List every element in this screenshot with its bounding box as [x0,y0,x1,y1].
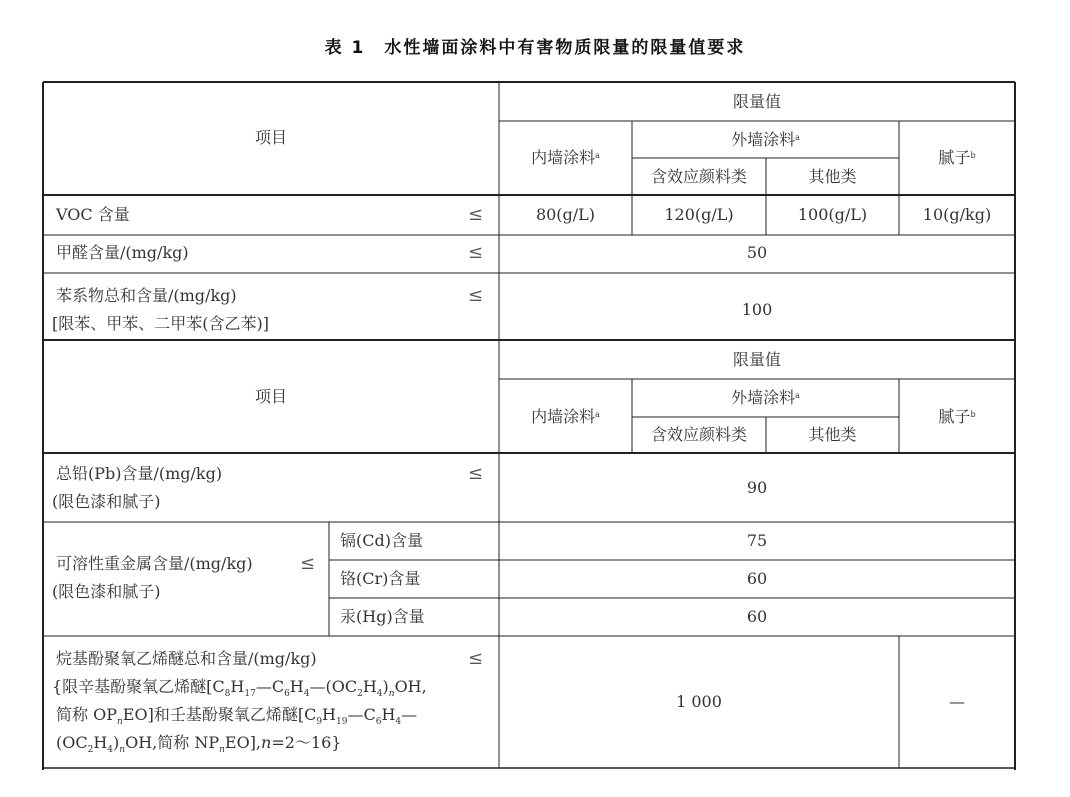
formaldehyde-value: 50 [746,243,768,262]
header-limit-label: 限量值 [732,350,781,369]
ape-putty-value: — [949,692,965,711]
footnote-a-marker: a [595,151,600,160]
footnote-a-marker: a [595,410,600,419]
lead-value: 90 [746,478,768,497]
header-putty: 腻子$^b$ [938,407,976,426]
cadmium-label: 镉(Cd)含量 [340,531,423,550]
le-symbol: ≤ [468,285,484,306]
le-symbol: ≤ [468,463,484,484]
ape-value: 1 000 [676,692,722,711]
heavy-metals-label-line1: 可溶性重金属含量/(mg/kg) [56,554,253,573]
mercury-value: 60 [746,607,768,626]
voc-putty-value: 10(g/kg) [922,205,992,224]
header-others: 其他类 [808,425,857,444]
voc-interior-value: 80(g/L) [535,205,596,224]
header-interior: 内墙涂料$^a$ [531,407,600,426]
mercury-label: 汞(Hg)含量 [340,607,425,626]
benzene-value: 100 [741,300,773,319]
footnote-a-marker: a [795,391,800,400]
voc-effect-value: 120(g/L) [664,205,734,224]
header-exterior: 外墙涂料$^a$ [731,388,800,407]
header-interior: 内墙涂料$^a$ [531,148,600,167]
header-item-label: 项目 [254,387,287,406]
table-title: 表 1 水性墙面涂料中有害物质限量的限量值要求 [324,38,746,58]
benzene-label-line1: 苯系物总和含量/(mg/kg) [56,286,237,305]
voc-others-value: 100(g/L) [797,205,868,224]
chromium-value: 60 [746,569,768,588]
footnote-b-marker: b [970,410,976,419]
le-symbol: ≤ [468,648,484,669]
le-symbol: ≤ [300,553,316,574]
benzene-label-line2: [限苯、甲苯、二甲苯(含乙苯)] [52,314,269,333]
header-limit-label: 限量值 [732,92,781,111]
header-item-label: 项目 [254,128,287,147]
header-exterior: 外墙涂料$^a$ [731,130,800,149]
header-effect-pigment: 含效应颜料类 [650,167,747,186]
header-others: 其他类 [808,167,857,186]
chromium-label: 铬(Cr)含量 [340,569,421,588]
footnote-a-marker: a [795,133,800,142]
header-effect-pigment: 含效应颜料类 [650,425,747,444]
ape-label-line4: $(OC_2H_4)_nOH$,简称 $NP_nEO],n=2\sim 16$} [56,733,342,755]
lead-label-line1: 总铅(Pb)含量/(mg/kg) [56,464,223,483]
ape-label-line1: 烷基酚聚氧乙烯醚总和含量/(mg/kg) [56,649,317,668]
cadmium-value: 75 [746,531,768,550]
ape-label-line3: 简称 $OP_nEO$]和壬基酚聚氧乙烯醚[$C_9H_{19}—C_6H_4—$ [56,705,418,727]
ape-label-line2: {限辛基酚聚氧乙烯醚[$C_8H_{17}—C_6H_4—(OC_2H_4)_nOH$, [52,677,427,699]
voc-label: VOC 含量 [56,205,130,224]
heavy-metals-label-line2: (限色漆和腻子) [52,582,161,601]
formaldehyde-label: 甲醛含量/(mg/kg) [56,243,189,262]
le-symbol: ≤ [468,204,484,225]
le-symbol: ≤ [468,242,484,263]
footnote-b-marker: b [970,151,976,160]
lead-label-line2: (限色漆和腻子) [52,492,161,511]
header-putty: 腻子$^b$ [938,148,976,167]
